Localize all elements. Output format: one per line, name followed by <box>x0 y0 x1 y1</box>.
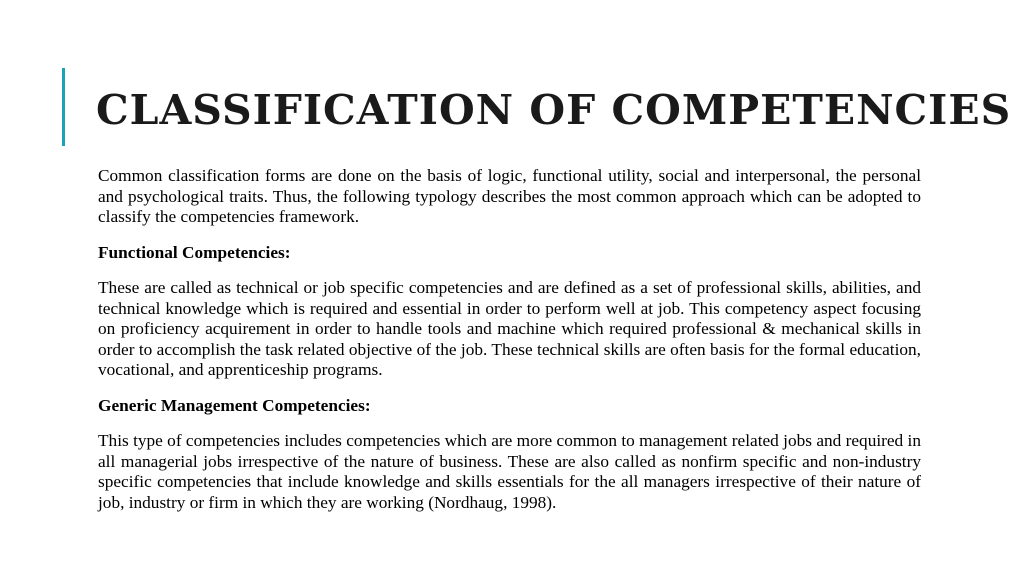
functional-competencies-heading: Functional Competencies: <box>98 242 291 262</box>
functional-competencies-paragraph: These are called as technical or job specific competencies and are defined as a set of professional skills, abilities, and technical knowledge which is required and essential in order to perform well at job. This competency aspect focusing on proficiency acquirement in order to handle tools and machine which required professional & mechanical skills in order to accomplish the task related objective of the job. These technical skills are often basis for the formal education, vocational, and apprenticeship programs. <box>98 278 921 379</box>
title-accent-bar <box>62 68 65 146</box>
intro-paragraph: Common classification forms are done on the basis of logic, functional utility, social and interpersonal, the personal and psychological traits. Thus, the following typology describes the most common approach which can be adopted to classify the competencies framework. <box>98 166 921 226</box>
generic-management-competencies-paragraph: This type of competencies includes competencies which are more common to management related jobs and required in all managerial jobs irrespective of the nature of business. These are also called as nonfirm specific and non-industry specific competencies that include knowledge and skills essentials for the all managers irrespective of their nature of job, industry or firm in which they are working (Nordhaug, 1998). <box>98 431 921 512</box>
generic-management-competencies-heading: Generic Management Competencies: <box>98 395 371 415</box>
slide-title: CLASSIFICATION OF COMPETENCIES <box>96 86 1012 134</box>
slide-content <box>98 166 921 528</box>
